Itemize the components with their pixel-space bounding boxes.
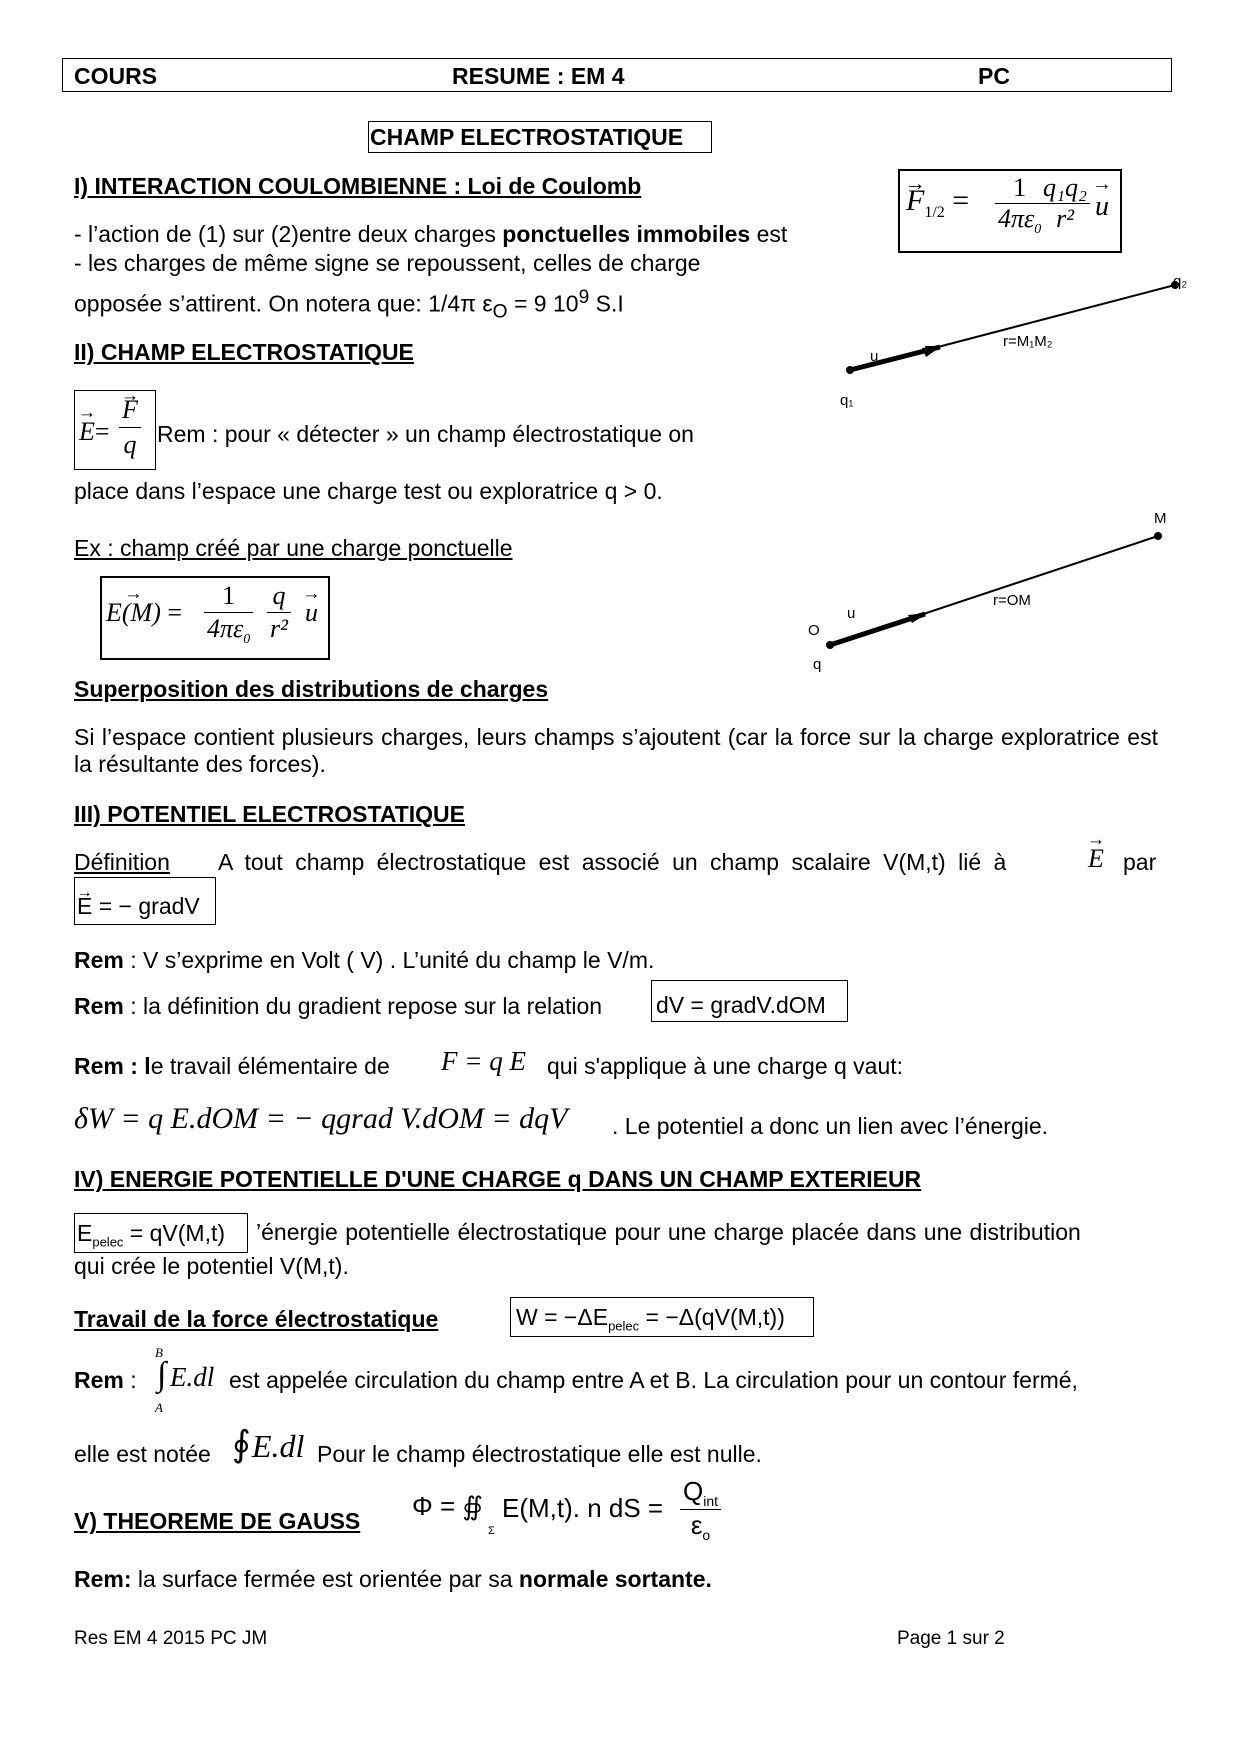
- rem3: [74, 1052, 390, 1080]
- point-den1-sub: 0: [243, 632, 251, 648]
- formula-F: → F: [122, 393, 138, 427]
- def-E: [1088, 844, 1104, 874]
- coulomb-den1-sub: 0: [1034, 222, 1042, 238]
- header-left: COURS: [74, 63, 158, 89]
- rem1: [74, 946, 654, 974]
- s1-line3-b: = 9 10: [507, 290, 579, 317]
- section3-heading: III) POTENTIEL ELECTROSTATIQUE: [74, 801, 466, 827]
- section4-heading: IV) ENERGIE POTENTIELLE D'UNE CHARGE q DANS UN CHAMP EXTERIEUR: [74, 1166, 922, 1192]
- rem1-label: Rem: [74, 947, 124, 973]
- work-formula: δW = q E.dOM = − qgrad V.dOM = dqV: [74, 1102, 568, 1135]
- section2-heading: II) CHAMP ELECTROSTATIQUE: [74, 339, 414, 365]
- point-u: → u: [305, 598, 318, 628]
- point-den1: 4πε: [207, 614, 244, 643]
- d2-O-point: [826, 641, 834, 649]
- formula-E: → E: [79, 417, 95, 447]
- ep-rest: = qV(M,t): [123, 1220, 226, 1246]
- formula-eq: =: [94, 417, 110, 446]
- d2-q-label: q: [813, 656, 822, 673]
- coulomb-formula: [898, 169, 1122, 253]
- superposition-heading: Superposition des distributions de charges: [74, 676, 549, 702]
- gradient-relation: [651, 980, 848, 1022]
- rem3-label: Rem : l: [74, 1053, 151, 1079]
- grad-formula: [74, 877, 216, 925]
- gauss-mid: E(M,t). n dS =: [502, 1493, 664, 1523]
- point-eq: =: [167, 598, 183, 627]
- s1-line3-a: opposée s’attirent. On notera que: 1/4π ε: [74, 290, 493, 317]
- section1-line2: - les charges de même signe se repoussent, celles de charge: [74, 250, 701, 276]
- int-sign: ∫: [157, 1356, 167, 1393]
- circ-rem-colon: :: [123, 1367, 137, 1393]
- work-text: . Le potentiel a donc un lien avec l’énergie.: [612, 1113, 1049, 1139]
- formula-point-charge: [100, 576, 330, 660]
- section5-heading: V) THEOREME DE GAUSS: [74, 1508, 361, 1534]
- page-title: CHAMP ELECTROSTATIQUE: [370, 124, 684, 150]
- rem2-text: : la définition du gradient repose sur la relation: [123, 993, 603, 1019]
- ep-formula: [74, 1213, 248, 1253]
- footer-right: Page 1 sur 2: [897, 1628, 1005, 1649]
- d1-q1-label: q₁: [840, 392, 854, 409]
- d2-M-point: [1154, 532, 1162, 540]
- coulomb-num2: q₁q₂: [1040, 173, 1090, 204]
- coulomb-den1: 4πε: [998, 204, 1035, 233]
- gauss-rem-b: normale sortante.: [518, 1566, 712, 1592]
- rem2: [74, 992, 602, 1020]
- gauss-num-sub: int: [703, 1493, 719, 1510]
- s1-line3-sub: O: [492, 301, 508, 323]
- rem3-b: qui s'applique à une charge q vaut:: [547, 1053, 904, 1079]
- s1-line3-sup: 9: [578, 287, 590, 308]
- grad-E: → E: [77, 892, 92, 920]
- d1-r-label: r=M₁M₂: [1003, 333, 1053, 350]
- ep-E: E: [77, 1220, 93, 1246]
- def-text: A tout champ électrostatique est associé un champ scalaire V(M,t) lié à: [218, 849, 1007, 875]
- gauss-fraction: [680, 1476, 721, 1543]
- rem2-label: Rem: [74, 993, 124, 1019]
- point-lhs: → E(M): [106, 598, 161, 628]
- ep-sub: pelec: [92, 1234, 124, 1250]
- gauss-rem-a: la surface fermée est orientée par sa: [131, 1566, 519, 1592]
- rem1-text: : V s’exprime en Volt ( V) . L’unité du champ le V/m.: [123, 947, 655, 973]
- formula-q: q: [123, 430, 137, 459]
- coulomb-den2: r²: [1056, 204, 1074, 233]
- gauss-rem: [74, 1565, 712, 1593]
- header-right: PC: [978, 63, 1010, 89]
- circ-rem-label: Rem: [74, 1367, 124, 1393]
- s1-line1-bold: ponctuelles immobiles: [502, 221, 751, 247]
- point-den2: r²: [270, 614, 288, 643]
- int-top: B: [155, 1345, 163, 1360]
- formula-E-F-q: [74, 390, 156, 470]
- gauss-num: Q: [683, 1476, 704, 1506]
- d2-r-label: r=OM: [993, 592, 1031, 609]
- int-expr: E.dl: [170, 1362, 215, 1392]
- grad-rest: = − gradV: [92, 893, 200, 919]
- gauss-sigma: Σ: [488, 1525, 495, 1537]
- def-E-vec: → E: [1088, 844, 1104, 874]
- section1-line1: [74, 220, 787, 248]
- d2-u-label: u: [847, 605, 856, 622]
- d1-q1-point: [846, 366, 854, 374]
- travail-sub: pelec: [608, 1318, 640, 1334]
- rem3-formula: F = q E: [441, 1046, 526, 1076]
- s2-rem: Rem : pour « détecter » un champ électrostatique on: [157, 421, 694, 447]
- point-num1: 1: [204, 580, 253, 613]
- def-label: Définition: [74, 849, 170, 875]
- travail-heading: Travail de la force électrostatique: [74, 1306, 439, 1332]
- coulomb-u: → u: [1095, 191, 1109, 223]
- coulomb-lhs: → F: [906, 183, 924, 219]
- header-center: RESUME : EM 4: [452, 63, 625, 89]
- point-num2: q: [267, 580, 291, 613]
- rem3-a: e travail élémentaire de: [150, 1053, 390, 1079]
- closed-integral-sign: ∮: [232, 1424, 251, 1464]
- closed-b: Pour le champ électrostatique elle est nulle.: [317, 1441, 762, 1467]
- gauss-lhs: Φ = ∯: [412, 1491, 483, 1521]
- travail-formula: [510, 1297, 814, 1337]
- coulomb-lhs-sub: 1/2: [924, 204, 945, 221]
- gradient-relation-text: dV = gradV.dOM: [656, 992, 826, 1018]
- travail-b: = −Δ(qV(M,t)): [639, 1304, 785, 1330]
- closed-a: elle est notée: [74, 1441, 211, 1467]
- coulomb-eq: =: [952, 184, 970, 217]
- ep-text1: ’énergie potentielle électrostatique pour une charge placée dans une distribution: [256, 1219, 1081, 1245]
- def-par: par: [1123, 849, 1157, 875]
- section1-heading: I) INTERACTION COULOMBIENNE : Loi de Coulomb: [74, 173, 642, 199]
- s1-line3-c: S.I: [589, 290, 624, 317]
- gauss-rem-label: Rem:: [74, 1566, 132, 1592]
- s1-line1-c: est: [750, 221, 788, 247]
- s2-ex: Ex : champ créé par une charge ponctuelle: [74, 535, 513, 561]
- d1-u-label: u: [870, 348, 879, 365]
- int-bot: A: [155, 1400, 163, 1415]
- gauss-den: ε: [690, 1510, 703, 1541]
- d1-q2-label: q₂: [1173, 273, 1188, 290]
- ep-text2: qui crée le potentiel V(M,t).: [74, 1253, 349, 1279]
- s1-line1-a: - l’action de (1) sur (2)entre deux charges: [74, 221, 503, 247]
- circulation-text: est appelée circulation du champ entre A et B. La circulation pour un contour fermé,: [229, 1367, 1078, 1393]
- closed-expr: E.dl: [252, 1428, 305, 1464]
- d2-M-label: M: [1154, 510, 1167, 527]
- gauss-den-sub: o: [702, 1527, 711, 1544]
- superposition-text: Si l’espace contient plusieurs charges, leurs champs s’ajoutent (car la force sur la charge exploratrice est la résultante des forces).: [74, 724, 1158, 777]
- footer-left: Res EM 4 2015 PC JM: [74, 1628, 268, 1649]
- circulation-rem: [74, 1366, 137, 1394]
- d2-arrowhead: [908, 613, 928, 623]
- d2-O-label: O: [808, 622, 820, 639]
- s2-rem2: place dans l’espace une charge test ou exploratrice q > 0.: [74, 478, 663, 504]
- coulomb-num1: 1: [995, 173, 1044, 204]
- travail-a: W = −ΔE: [516, 1304, 609, 1330]
- section1-line3: [74, 284, 624, 326]
